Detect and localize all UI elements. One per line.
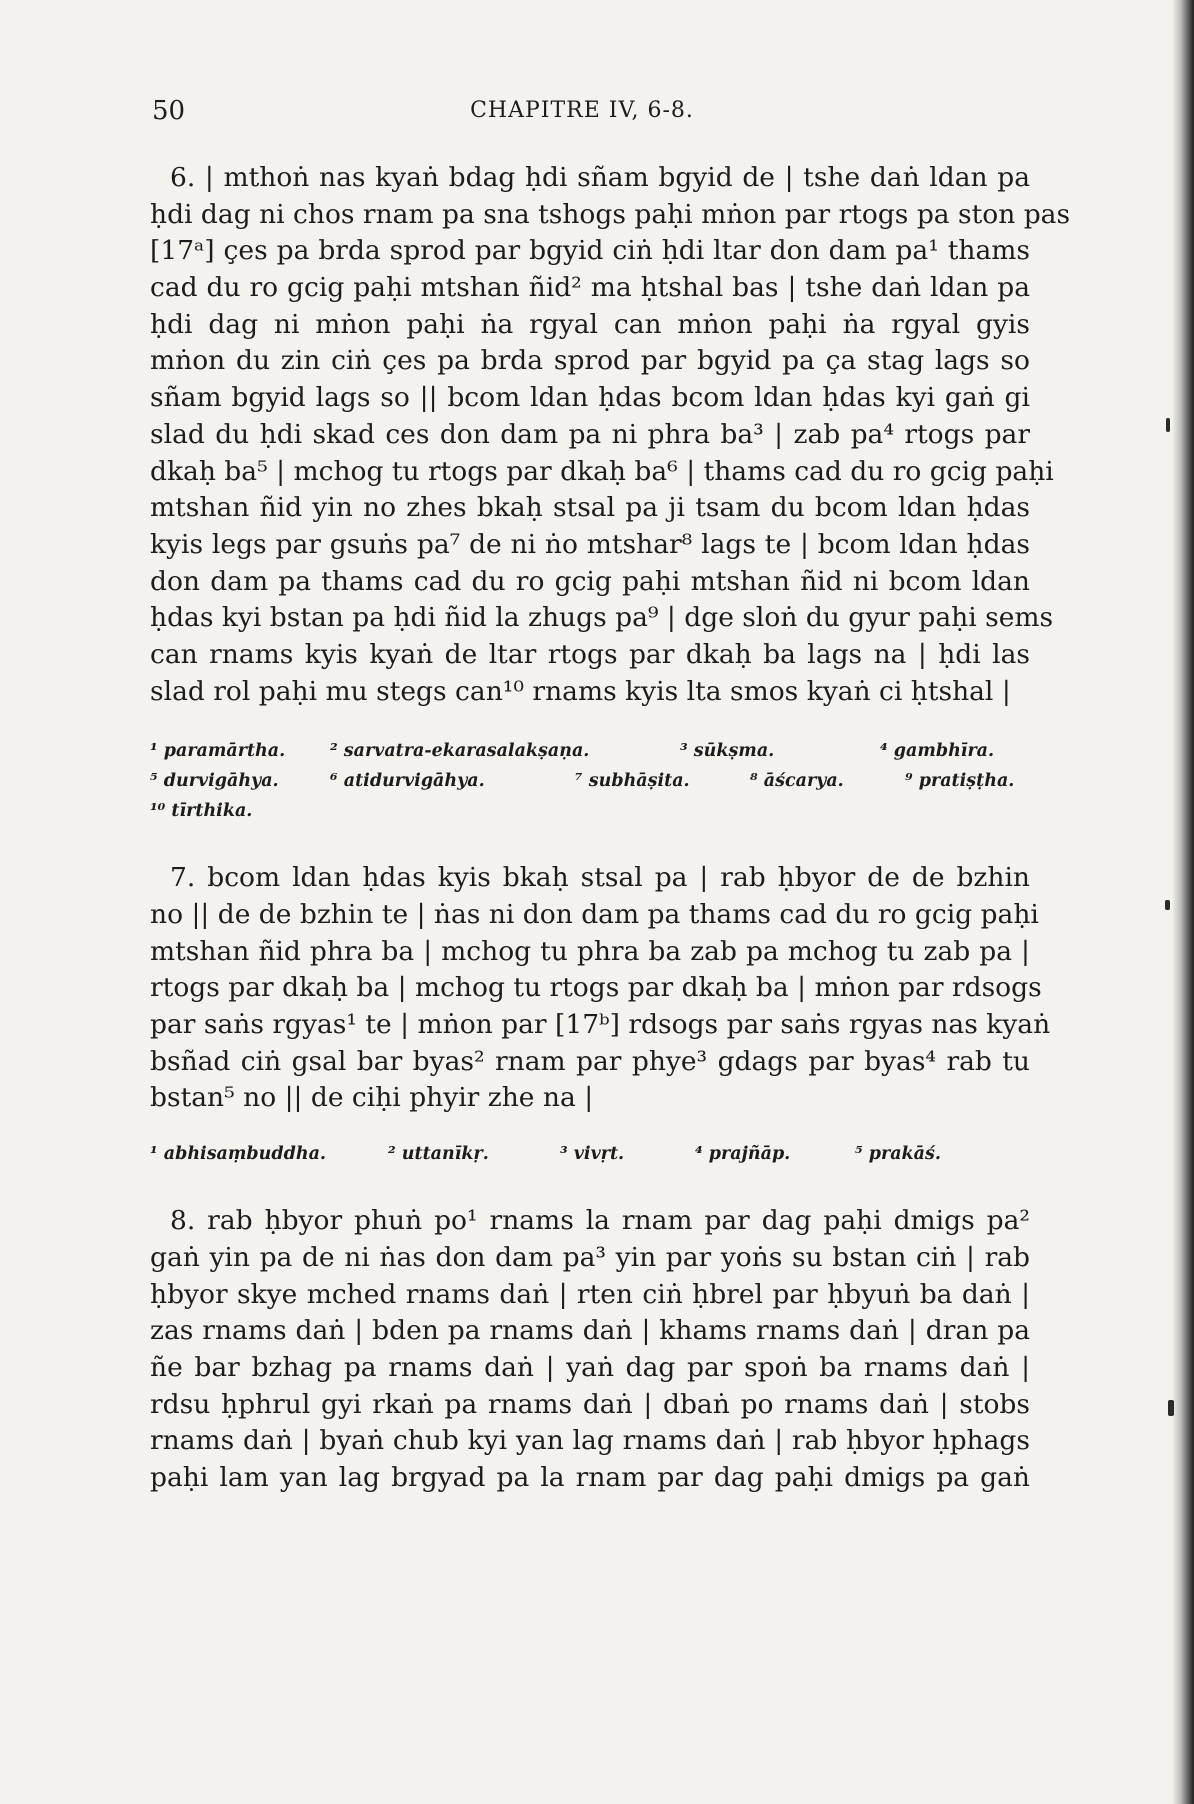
text-line: [17ᵃ] çes pa brda sprod par bgyid ciṅ ḥdi ltar don dam pa¹ thams [150, 235, 1030, 267]
footnote-row [150, 736, 1030, 766]
page-body [150, 160, 1071, 1497]
text-line: don dam pa thams cad du ro gcig paḥi mtshan ñid ni bcom ldan [150, 565, 1030, 597]
text-line: kyis legs par gsuṅs pa⁷ de ni ṅo mtshar⁸ lags te | bcom ldan ḥdas [150, 528, 1030, 560]
scan-speck [1168, 1400, 1174, 1416]
paragraph-8 [150, 1203, 1030, 1497]
scan-speck [1165, 900, 1170, 910]
footnote: ² sarvatra-ekarasalakṣaṇa. [330, 741, 590, 762]
footnote: ⁵ durvigāhya. [150, 771, 279, 792]
text-line: ḥdi dag ni mṅon paḥi ṅa rgyal can mṅon paḥi ṅa rgyal gyis [150, 308, 1030, 340]
footnote-row [150, 1139, 1030, 1169]
book-spine-edge [1172, 0, 1194, 1804]
text-line: 7. bcom ldan ḥdas kyis bkaḥ stsal pa | rab ḥbyor de de bzhin [170, 862, 1030, 894]
text-line: 6. | mthoṅ nas kyaṅ bdag ḥdi sñam bgyid de | tshe daṅ ldan pa [170, 162, 1030, 193]
scan-speck [1166, 418, 1170, 432]
text-line: paḥi lam yan lag brgyad pa la rnam par dag paḥi dmigs pa gaṅ [150, 1461, 1030, 1493]
footnotes-7 [150, 1139, 1030, 1169]
footnote: ⁹ pratiṣṭha. [905, 771, 1015, 792]
page-header [152, 96, 1042, 136]
text-line: ḥdas kyi bstan pa ḥdi ñid la zhugs pa⁹ | dge sloṅ du gyur paḥi sems [150, 602, 1054, 634]
footnote: ⁶ atidurvigāhya. [330, 771, 485, 792]
text-line: 8. rab ḥbyor phuṅ po¹ rnams la rnam par dag paḥi dmigs pa² [170, 1205, 1030, 1237]
text-line: ḥbyor skye mched rnams daṅ | rten ciṅ ḥbrel par ḥbyuṅ ba daṅ | [150, 1278, 1030, 1310]
text-line: bstan⁵ no || de ciḥi phyir zhe na | [150, 1082, 594, 1114]
text-line: dkaḥ ba⁵ | mchog tu rtogs par dkaḥ ba⁶ | thams cad du ro gcig paḥi [150, 455, 1054, 487]
footnote: ¹ abhisaṃbuddha. [150, 1144, 326, 1165]
text-line: par saṅs rgyas¹ te | mṅon par [17ᵇ] rdsogs par saṅs rgyas nas kyaṅ [150, 1009, 1051, 1041]
footnote: ⁸ āścarya. [750, 771, 844, 792]
text-line: mtshan ñid phra ba | mchog tu phra ba zab pa mchog tu zab pa | [150, 935, 1030, 967]
footnote: ⁴ prajñāp. [695, 1144, 791, 1165]
text-line: slad rol paḥi mu stegs can¹⁰ rnams kyis lta smos kyaṅ ci ḥtshal | [150, 675, 1011, 707]
footnote: ² uttanīkṛ. [388, 1144, 489, 1165]
text-line: ñe bar bzhag pa rnams daṅ | yaṅ dag par spoṅ ba rnams daṅ | [150, 1351, 1030, 1383]
footnote: ³ sūkṣma. [680, 741, 775, 762]
footnote-row [150, 796, 1030, 826]
footnote: ⁴ gambhīra. [880, 741, 995, 762]
text-line: rdsu ḥphrul gyi rkaṅ pa rnams daṅ | dbaṅ po rnams daṅ | stobs [150, 1388, 1030, 1420]
footnote: ¹ paramārtha. [150, 741, 286, 762]
footnote: ³ vivṛt. [560, 1144, 625, 1165]
text-line: bsñad ciṅ gsal bar byas² rnam par phye³ gdags par byas⁴ rab tu [150, 1045, 1030, 1077]
text-line: rtogs par dkaḥ ba | mchog tu rtogs par dkaḥ ba | mṅon par rdsogs [150, 972, 1042, 1004]
footnote: ⁷ subhāṣita. [575, 771, 690, 792]
text-line: rnams daṅ | byaṅ chub kyi yan lag rnams daṅ | rab ḥbyor ḥphags [150, 1425, 1030, 1457]
running-title: CHAPITRE IV, 6-8. [470, 98, 694, 123]
text-line: mṅon du zin ciṅ çes pa brda sprod par bgyid pa ça stag lags so [150, 345, 1030, 377]
footnote: ¹⁰ tīrthika. [150, 801, 253, 822]
text-line: can rnams kyis kyaṅ de ltar rtogs par dkaḥ ba lags na | ḥdi las [150, 638, 1030, 670]
text-line: no || de de bzhin te | ṅas ni don dam pa thams cad du ro gcig paḥi [150, 899, 1039, 930]
text-line: ḥdi dag ni chos rnam pa sna tshogs paḥi mṅon par rtogs pa ston pas [150, 198, 1071, 230]
text-line: cad du ro gcig paḥi mtshan ñid² ma ḥtshal bas | tshe daṅ ldan pa [150, 272, 1030, 304]
page-number: 50 [152, 96, 186, 126]
footnotes-6 [150, 736, 1030, 826]
paragraph-7 [150, 860, 1051, 1117]
text-line: gaṅ yin pa de ni ṅas don dam pa³ yin par yoṅs su bstan ciṅ | rab [150, 1241, 1030, 1273]
footnote: ⁵ prakāś. [855, 1144, 941, 1165]
text-line: sñam bgyid lags so || bcom ldan ḥdas bcom ldan ḥdas kyi gaṅ gi [150, 382, 1030, 414]
text-line: zas rnams daṅ | bden pa rnams daṅ | khams rnams daṅ | dran pa [150, 1315, 1030, 1347]
footnote-row [150, 766, 1030, 796]
paragraph-6 [150, 160, 1071, 710]
text-line: slad du ḥdi skad ces don dam pa ni phra ba³ | zab pa⁴ rtogs par [150, 418, 1030, 450]
text-line: mtshan ñid yin no zhes bkaḥ stsal pa ji tsam du bcom ldan ḥdas [150, 492, 1030, 524]
